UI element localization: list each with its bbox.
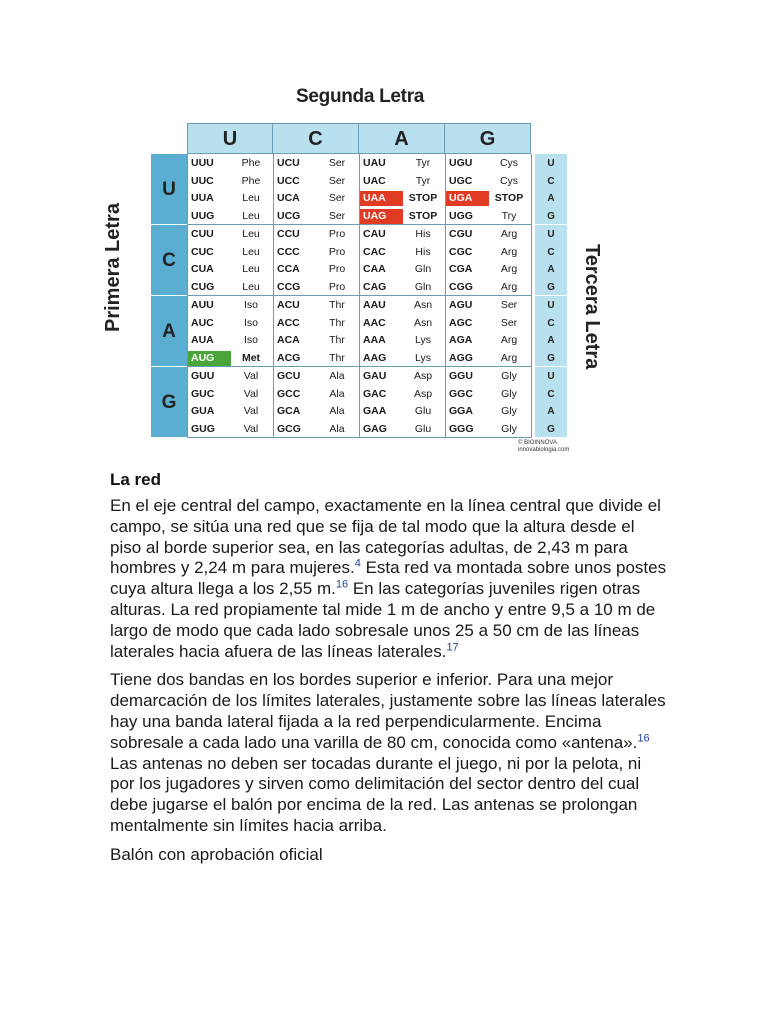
codon-row	[446, 368, 531, 386]
codon-cell	[274, 154, 360, 224]
codon: AGC	[449, 316, 473, 329]
amino-acid: Leu	[242, 209, 260, 222]
third-letter: U	[547, 371, 555, 382]
codon: UGU	[449, 157, 473, 170]
paragraph-1-text-c: En las categorías juveniles rigen otras alturas. La red propiamente tal mide 1 m de ancho y entre 9,5 a 10 m de largo de modo que cada lado sobresale unos 25 a 50 cm de las líneas laterales hacia afuera de las líneas laterales.	[110, 579, 656, 661]
amino-acid: Ala	[329, 422, 345, 435]
amino-acid: Iso	[243, 316, 258, 329]
codon: UAA	[360, 191, 403, 206]
codon-row	[274, 350, 359, 368]
codon: UCU	[277, 157, 300, 170]
amino-acid: His	[415, 245, 431, 258]
codon-cell	[188, 225, 274, 295]
codon: GUA	[191, 405, 215, 418]
codon-block	[188, 154, 532, 225]
third-letter: U	[547, 229, 555, 240]
second-letter-header	[187, 123, 531, 154]
codon-row	[274, 315, 359, 333]
codon-cell	[188, 367, 274, 437]
amino-acid: Gln	[414, 280, 432, 293]
amino-acid: Tyr	[415, 157, 431, 170]
codon: AAC	[363, 316, 386, 329]
codon-row	[446, 386, 531, 404]
amino-acid: Cys	[499, 174, 519, 187]
codon: GCA	[277, 405, 301, 418]
amino-acid: Try	[501, 209, 517, 222]
paragraph-1-text-b: Esta red va montada sobre unos postes cuya altura llega a los 2,55 m.	[110, 558, 667, 599]
amino-acid: Asp	[413, 370, 433, 383]
amino-acid: Val	[243, 405, 259, 418]
codon-row	[360, 350, 445, 368]
codon: GCC	[277, 387, 301, 400]
third-letter-block	[535, 225, 567, 296]
amino-acid: Pro	[328, 228, 346, 241]
codon-row	[274, 386, 359, 404]
codon: AGU	[449, 299, 473, 312]
paragraph-2-text-b: Las antenas no deben ser tocadas durante el juego, ni por la pelota, ni por los jugadores y sirven como delimitación del sector dentro del cual debe jugarse el balón por encima de la red. Las antenas se prolongan mentalmente sin límites hacia arriba.	[110, 753, 642, 835]
codon: UUA	[191, 192, 214, 205]
codon-cell	[360, 225, 446, 295]
codon: GGC	[449, 387, 473, 400]
third-letter: U	[547, 300, 555, 311]
codon-row	[274, 403, 359, 421]
third-letter: C	[547, 246, 555, 258]
first-letter-u: U	[151, 154, 187, 225]
credit-url: innovabiologia.com	[518, 447, 570, 453]
codon: UUU	[191, 157, 214, 170]
codon-row	[274, 297, 359, 315]
codon-row	[274, 173, 359, 191]
amino-acid: Arg	[500, 351, 518, 364]
codon-row	[446, 244, 531, 262]
section-heading: La red	[110, 470, 162, 489]
amino-acid: Val	[243, 422, 259, 435]
amino-acid: Iso	[243, 299, 258, 312]
codon: AAA	[363, 334, 386, 347]
figure-credit	[518, 440, 569, 454]
amino-acid: Lys	[415, 351, 431, 364]
codon-row	[274, 190, 359, 208]
codon-row	[446, 315, 531, 333]
third-letter: U	[547, 158, 555, 169]
amino-acid: Arg	[500, 334, 518, 347]
amino-acid: Asp	[413, 387, 433, 400]
codon-cell	[274, 367, 360, 437]
amino-acid: Ser	[500, 316, 518, 329]
amino-acid: Pro	[328, 280, 346, 293]
third-letter: C	[547, 175, 555, 187]
codon: CGA	[449, 263, 473, 276]
codon-row	[360, 190, 445, 208]
codon-row	[188, 368, 273, 386]
codon-row	[188, 208, 273, 226]
amino-acid: Thr	[329, 299, 345, 312]
amino-acid: Asn	[413, 299, 433, 312]
codon: UAC	[363, 174, 386, 187]
codon: GUG	[191, 422, 215, 435]
codon: GUU	[191, 370, 215, 383]
codon: CAG	[363, 280, 387, 293]
codon: CCC	[277, 245, 300, 258]
amino-acid: Thr	[329, 351, 345, 364]
codon-row	[446, 226, 531, 244]
codon-row	[188, 297, 273, 315]
codon: CGU	[449, 228, 473, 241]
amino-acid: Met	[241, 351, 261, 364]
codon-cell	[446, 225, 532, 295]
amino-acid: Ser	[328, 157, 346, 170]
codon: UUC	[191, 174, 214, 187]
third-letter: A	[547, 406, 555, 417]
codon: UGA	[446, 191, 489, 206]
codon-row	[360, 332, 445, 350]
codon-grid	[187, 154, 532, 438]
codon: ACU	[277, 299, 300, 312]
codon-row	[360, 226, 445, 244]
codon-row	[446, 208, 531, 226]
second-letter-title: Segunda Letra	[296, 86, 425, 107]
codon-row	[188, 279, 273, 297]
codon-row	[360, 208, 445, 226]
amino-acid: Ser	[328, 174, 346, 187]
codon: CCU	[277, 228, 300, 241]
codon: UAG	[360, 209, 403, 224]
reference-link[interactable]: 16	[335, 578, 349, 591]
codon-cell	[188, 154, 274, 224]
paragraph-1	[110, 496, 670, 662]
codon: AUU	[191, 299, 214, 312]
amino-acid: Arg	[500, 228, 518, 241]
second-letter-c: C	[273, 123, 359, 154]
amino-acid: STOP	[494, 192, 524, 205]
genetic-code-table	[102, 82, 603, 458]
amino-acid: Gly	[501, 387, 517, 400]
third-letter: C	[547, 388, 555, 400]
codon-row	[274, 208, 359, 226]
codon-row	[188, 261, 273, 279]
amino-acid: Val	[243, 370, 259, 383]
codon-row	[360, 155, 445, 173]
second-letter-u: U	[187, 123, 273, 154]
codon: AUC	[191, 316, 214, 329]
codon-row	[274, 421, 359, 439]
codon: AGA	[449, 334, 473, 347]
first-letter-column	[151, 154, 187, 438]
article-body	[110, 470, 670, 866]
codon-row	[274, 261, 359, 279]
codon: ACA	[277, 334, 300, 347]
codon-row	[446, 403, 531, 421]
codon: CUG	[191, 280, 215, 293]
codon-row	[274, 368, 359, 386]
third-letter-column	[535, 154, 567, 438]
codon-row	[360, 386, 445, 404]
codon-row	[188, 421, 273, 439]
codon-cell	[446, 367, 532, 437]
codon: UAU	[363, 157, 386, 170]
codon: GAU	[363, 370, 387, 383]
amino-acid: Ala	[329, 405, 345, 418]
codon-cell	[446, 154, 532, 224]
codon: CCA	[277, 263, 300, 276]
paragraph-2	[110, 670, 670, 836]
codon: AGG	[449, 351, 473, 364]
amino-acid: Cys	[499, 157, 519, 170]
codon-cell	[274, 296, 360, 366]
codon-row	[360, 403, 445, 421]
third-letter-block	[535, 296, 567, 367]
credit-brand: © BIOINNOVA	[518, 440, 557, 446]
amino-acid: STOP	[408, 192, 438, 205]
codon-row	[188, 173, 273, 191]
amino-acid: Leu	[242, 228, 260, 241]
codon-row	[188, 350, 273, 368]
amino-acid: Ala	[329, 387, 345, 400]
codon-row	[446, 190, 531, 208]
third-letter: A	[547, 335, 555, 346]
first-letter-c: C	[151, 225, 187, 296]
codon: GCG	[277, 422, 301, 435]
amino-acid: Gly	[501, 405, 517, 418]
third-letter: G	[547, 423, 555, 435]
codon: GCU	[277, 370, 301, 383]
third-letter-label: Tercera Letra	[581, 244, 603, 370]
codon-row	[360, 297, 445, 315]
first-letter-g: G	[151, 367, 187, 438]
amino-acid: Ala	[329, 370, 345, 383]
third-letter: G	[547, 281, 555, 293]
codon-row	[360, 368, 445, 386]
amino-acid: Ser	[328, 192, 346, 205]
third-letter: C	[547, 317, 555, 329]
amino-acid: Iso	[243, 334, 258, 347]
amino-acid: Val	[243, 387, 259, 400]
codon: UGC	[449, 174, 473, 187]
codon: GGG	[449, 422, 474, 435]
codon-row	[274, 226, 359, 244]
amino-acid: Glu	[414, 422, 432, 435]
amino-acid: Leu	[242, 263, 260, 276]
reference-link[interactable]: 4	[354, 557, 361, 570]
codon: CUA	[191, 263, 214, 276]
codon-row	[188, 155, 273, 173]
codon: CAU	[363, 228, 386, 241]
codon-row	[360, 421, 445, 439]
paragraph-1-text-a: En el eje central del campo, exactamente en la línea central que divide el campo, se sitúa una red que se fija de tal modo que la altura desde el piso al borde superior sea, en las categorías adultas, de 2,43 m para hombres y 2,24 m para mujeres.	[110, 496, 661, 578]
codon-row	[274, 155, 359, 173]
reference-link[interactable]: 17	[446, 640, 459, 653]
amino-acid: Phe	[241, 157, 261, 170]
amino-acid: Asn	[413, 316, 433, 329]
amino-acid: Phe	[241, 174, 261, 187]
amino-acid: Thr	[329, 316, 345, 329]
amino-acid: Leu	[242, 192, 260, 205]
codon: GGA	[449, 405, 473, 418]
codon: GAC	[363, 387, 387, 400]
codon: UUG	[191, 209, 215, 222]
third-letter-block	[535, 367, 567, 438]
codon-cell	[446, 296, 532, 366]
codon-row	[274, 332, 359, 350]
codon-row	[446, 261, 531, 279]
amino-acid: Ser	[328, 209, 346, 222]
codon-row	[446, 173, 531, 191]
amino-acid: Tyr	[415, 174, 431, 187]
codon-row	[360, 173, 445, 191]
codon: CAA	[363, 263, 386, 276]
codon: ACG	[277, 351, 301, 364]
codon-row	[188, 244, 273, 262]
codon-row	[446, 421, 531, 439]
codon-cell	[360, 367, 446, 437]
reference-link[interactable]: 16	[637, 732, 650, 745]
amino-acid: Arg	[500, 263, 518, 276]
codon: UCA	[277, 192, 300, 205]
codon-row	[188, 332, 273, 350]
codon-block	[188, 367, 532, 438]
codon: UCG	[277, 209, 301, 222]
amino-acid: Glu	[414, 405, 432, 418]
codon-row	[274, 244, 359, 262]
amino-acid: Arg	[500, 280, 518, 293]
codon-row	[188, 386, 273, 404]
codon: AUA	[191, 334, 214, 347]
amino-acid: Pro	[328, 245, 346, 258]
codon-row	[360, 261, 445, 279]
third-letter: G	[547, 352, 555, 364]
codon: ACC	[277, 316, 300, 329]
amino-acid: Gly	[501, 422, 517, 435]
codon-row	[188, 315, 273, 333]
third-letter-block	[535, 154, 567, 225]
codon: UCC	[277, 174, 300, 187]
codon-cell	[188, 296, 274, 366]
codon-block	[188, 296, 532, 367]
amino-acid: Lys	[415, 334, 431, 347]
codon-cell	[274, 225, 360, 295]
image-caption: Balón con aprobación oficial	[110, 844, 323, 864]
codon-row	[188, 226, 273, 244]
codon: CGC	[449, 245, 473, 258]
codon-row	[360, 279, 445, 297]
codon: GAA	[363, 405, 387, 418]
codon-cell	[360, 154, 446, 224]
codon-row	[360, 315, 445, 333]
paragraph-2-text-a: Tiene dos bandas en los bordes superior e inferior. Para una mejor demarcación de los límites laterales, justamente sobre las líneas laterales hay una banda lateral fijada a la red perpendicularmente. Encima sobresale a cada lado una varilla de 80 cm, conocida como «antena».	[110, 670, 666, 752]
codon: CAC	[363, 245, 386, 258]
codon: CUC	[191, 245, 214, 258]
codon: AUG	[188, 351, 231, 366]
third-letter: A	[547, 264, 555, 275]
codon-row	[446, 279, 531, 297]
codon: GGU	[449, 370, 473, 383]
codon-row	[188, 403, 273, 421]
first-letter-label: Primera Letra	[102, 203, 124, 332]
codon: AAU	[363, 299, 386, 312]
codon-row	[274, 279, 359, 297]
codon-row	[446, 350, 531, 368]
amino-acid: Arg	[500, 245, 518, 258]
first-letter-a: A	[151, 296, 187, 367]
third-letter: G	[547, 210, 555, 222]
amino-acid: Gly	[501, 370, 517, 383]
codon: GUC	[191, 387, 215, 400]
codon-row	[446, 332, 531, 350]
codon: AAG	[363, 351, 387, 364]
codon: UGG	[449, 209, 473, 222]
amino-acid: Pro	[328, 263, 346, 276]
amino-acid: Leu	[242, 280, 260, 293]
amino-acid: Leu	[242, 245, 260, 258]
second-letter-a: A	[359, 123, 445, 154]
codon: CCG	[277, 280, 301, 293]
codon-row	[188, 190, 273, 208]
second-letter-g: G	[445, 123, 531, 154]
amino-acid: His	[415, 228, 431, 241]
third-letter: A	[547, 193, 555, 204]
codon: GAG	[363, 422, 387, 435]
codon: CUU	[191, 228, 214, 241]
codon-cell	[360, 296, 446, 366]
amino-acid: STOP	[408, 209, 438, 222]
codon-row	[446, 297, 531, 315]
amino-acid: Ser	[500, 299, 518, 312]
amino-acid: Gln	[414, 263, 432, 276]
codon-block	[188, 225, 532, 296]
amino-acid: Thr	[329, 334, 345, 347]
codon-row	[446, 155, 531, 173]
codon-row	[360, 244, 445, 262]
codon: CGG	[449, 280, 473, 293]
